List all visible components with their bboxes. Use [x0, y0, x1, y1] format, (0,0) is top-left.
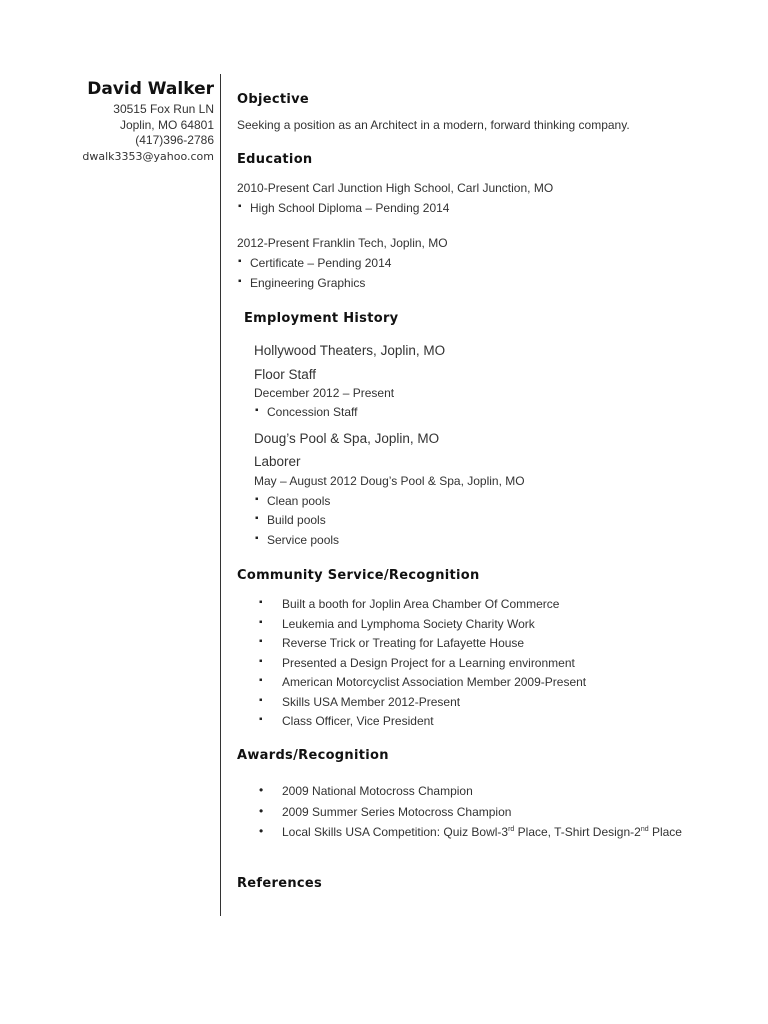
job-dates: December 2012 – Present — [254, 386, 395, 400]
employer-name: Doug’s Pool & Spa, Joplin, MO — [254, 431, 440, 446]
address-line-2: Joplin, MO 64801 — [119, 117, 214, 132]
job-title: Laborer — [254, 454, 301, 469]
community-item: ▪ Leukemia and Lymphoma Society Charity Work — [282, 617, 535, 631]
ordinal-suffix: nd — [640, 826, 649, 833]
job-duty: ▪ Build pools — [267, 513, 326, 527]
objective-heading: Objective — [237, 92, 309, 107]
ordinal-suffix: rd — [508, 826, 515, 833]
community-item: ▪ Skills USA Member 2012-Present — [282, 695, 460, 709]
education-item: ▪ Engineering Graphics — [250, 276, 365, 290]
community-heading: Community Service/Recognition — [237, 568, 480, 583]
employment-heading: Employment History — [244, 311, 399, 326]
award-text-part: Place, T-Shirt Design-2 — [514, 825, 641, 839]
award-item — [282, 825, 682, 839]
education-entry-line: 2012-Present Franklin Tech, Joplin, MO — [237, 236, 448, 250]
email-address: dwalk3353@yahoo.com — [82, 149, 214, 163]
references-heading: References — [237, 876, 323, 891]
award-text-part: Place — [648, 825, 682, 839]
candidate-name: David Walker — [87, 79, 214, 99]
community-item: ▪ Built a booth for Joplin Area Chamber Of Commerce — [282, 597, 559, 611]
job-duty: ▪ Concession Staff — [267, 405, 358, 419]
community-item: ▪ Presented a Design Project for a Learning environment — [282, 656, 575, 670]
education-item: ▪ Certificate – Pending 2014 — [250, 256, 391, 270]
employer-name: Hollywood Theaters, Joplin, MO — [254, 343, 446, 358]
community-item: ▪ American Motorcyclist Association Member 2009-Present — [282, 675, 586, 689]
award-item: • 2009 Summer Series Motocross Champion — [282, 805, 511, 819]
award-item: • 2009 National Motocross Champion — [282, 784, 473, 798]
job-title: Floor Staff — [254, 367, 317, 382]
award-text-part: Local Skills USA Competition: Quiz Bowl-3 — [282, 825, 509, 839]
education-heading: Education — [237, 152, 313, 167]
phone-number: (417)396-2786 — [135, 133, 214, 147]
education-item: ▪ High School Diploma – Pending 2014 — [250, 201, 449, 215]
job-duty: ▪ Service pools — [267, 533, 339, 547]
objective-text: Seeking a position as an Architect in a modern, forward thinking company. — [237, 118, 630, 132]
job-dates: May – August 2012 Doug’s Pool & Spa, Joplin, MO — [254, 474, 525, 488]
education-entry-line: 2010-Present Carl Junction High School, Carl Junction, MO — [237, 181, 554, 195]
community-item: ▪ Reverse Trick or Treating for Lafayette House — [282, 636, 524, 650]
community-item: ▪ Class Officer, Vice President — [282, 714, 434, 728]
job-duty: ▪ Clean pools — [267, 494, 330, 508]
address-line-1: 30515 Fox Run LN — [113, 102, 214, 116]
awards-heading: Awards/Recognition — [237, 748, 389, 763]
